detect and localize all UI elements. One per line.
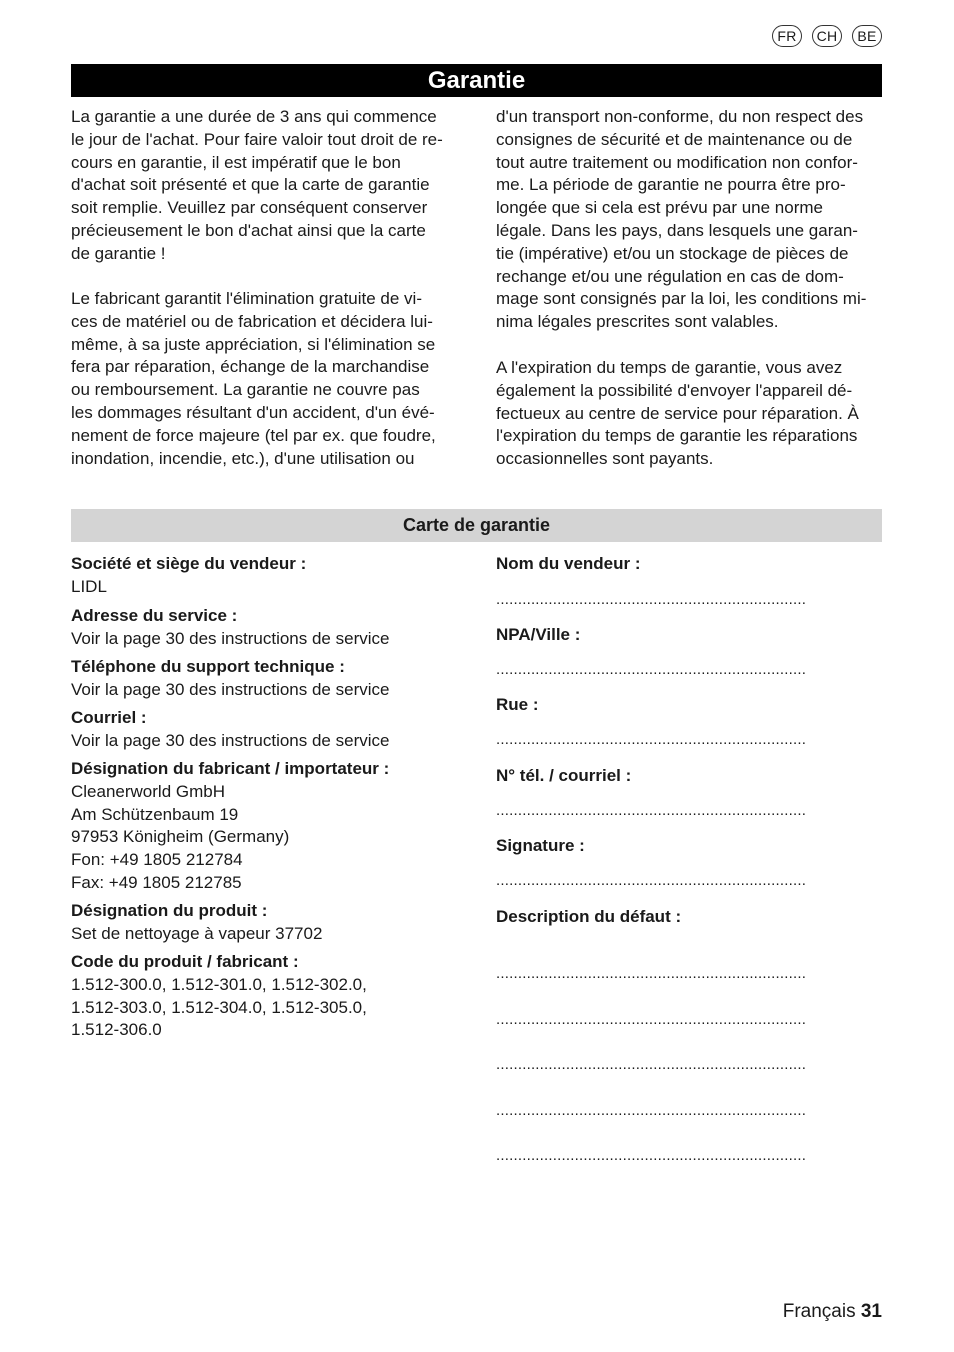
- defect-line-2[interactable]: .......................................................................: [496, 1011, 807, 1028]
- street-line[interactable]: .......................................................................: [496, 731, 807, 748]
- defect-line-4[interactable]: .......................................................................: [496, 1102, 807, 1119]
- defect-description-label: Description du défaut :: [496, 907, 682, 926]
- product-name-field: [71, 900, 471, 946]
- city-line[interactable]: .......................................................................: [496, 661, 807, 678]
- field-value: Voir la page 30 des instructions de service: [71, 628, 390, 648]
- badge-ch: CH: [812, 25, 842, 47]
- field-value: Set de nettoyage à vapeur 37702: [71, 923, 323, 943]
- page-footer: [783, 1301, 882, 1323]
- warranty-paragraph-2: Le fabricant garantit l'élimination gratuite de vi- ces de matériel ou de fabrication et décidera lui- même, à sa juste appréciation, si l'élimination se fera par réparation, échange de la marchandise ou remboursement. La garantie ne couvre pas les dommages résultant d'un accident, d'un évé- nement de force majeure (tel par ex. que foudre, inondation, incendie, etc.), d'une utilisation ou: [71, 289, 436, 468]
- city-label: NPA/Ville :: [496, 625, 581, 644]
- phone-email-line[interactable]: .......................................................................: [496, 802, 807, 819]
- field-label: Adresse du service :: [71, 606, 238, 625]
- defect-line-1[interactable]: .......................................................................: [496, 965, 807, 982]
- badge-fr: FR: [772, 25, 802, 47]
- page-number: 31: [860, 1301, 882, 1322]
- manufacturer-field: [71, 758, 471, 895]
- support-phone-field: [71, 656, 471, 702]
- warranty-paragraph-1: La garantie a une durée de 3 ans qui commence le jour de l'achat. Pour faire valoir tout droit de re- cours en garantie, il est impératif que le bon d'achat soit présenté et que la carte de garantie soit remplie. Veuillez par conséquent conserver précieusement le bon d'achat ainsi que la carte de garantie !: [71, 107, 443, 263]
- seller-company-field: [71, 553, 471, 599]
- field-value: Voir la page 30 des instructions de service: [71, 730, 390, 750]
- product-code-field: [71, 951, 471, 1042]
- field-label: Désignation du fabricant / importateur :: [71, 759, 390, 778]
- defect-line-3[interactable]: .......................................................................: [496, 1056, 807, 1073]
- field-value: Cleanerworld GmbH Am Schützenbaum 19 97953 Königheim (Germany) Fon: +49 1805 212784 Fax: +49 1805 212785: [71, 781, 290, 892]
- field-label: Société et siège du vendeur :: [71, 554, 307, 573]
- service-address-field: [71, 605, 471, 651]
- warranty-paragraph-3: d'un transport non-conforme, du non respect des consignes de sécurité et de maintenance ou de tout autre traitement ou modification non confor- me. La période de garantie ne pourra être pro- longée que si cela est prévu par une norme légale. Dans les pays, dans lesquels une garan- tie (impérative) et/ou un stockage de pièces de rechange et/ou une régulation en cas de dom- mage sont consignés par la loi, les conditions mi- nima légales prescrites sont valables.: [496, 107, 867, 332]
- signature-line[interactable]: .......................................................................: [496, 872, 807, 889]
- footer-language: Français: [782, 1301, 856, 1322]
- seller-name-line[interactable]: .......................................................................: [496, 591, 807, 608]
- seller-name-label: Nom du vendeur :: [496, 554, 641, 573]
- warranty-card-title: Carte de garantie: [71, 509, 882, 542]
- badge-be: BE: [852, 25, 882, 47]
- page-title: Garantie: [71, 64, 882, 97]
- email-field: [71, 707, 471, 753]
- field-label: Téléphone du support technique :: [71, 657, 345, 676]
- field-value: LIDL: [71, 576, 107, 596]
- defect-line-5[interactable]: .......................................................................: [496, 1147, 807, 1164]
- signature-label: Signature :: [496, 836, 585, 855]
- field-label: Courriel :: [71, 708, 147, 727]
- warranty-paragraph-4: A l'expiration du temps de garantie, vous avez également la possibilité d'envoyer l'appareil dé- fectueux au centre de service pour réparation. À l'expiration du temps de garantie les réparations occasionnelles sont payants.: [496, 358, 859, 469]
- field-value: Voir la page 30 des instructions de service: [71, 679, 390, 699]
- field-label: Code du produit / fabricant :: [71, 952, 299, 971]
- field-value: 1.512-300.0, 1.512-301.0, 1.512-302.0, 1.512-303.0, 1.512-304.0, 1.512-305.0, 1.512-306.0: [71, 974, 367, 1040]
- street-label: Rue :: [496, 695, 539, 714]
- language-badges: [772, 25, 882, 47]
- field-label: Désignation du produit :: [71, 901, 268, 920]
- phone-email-label: N° tél. / courriel :: [496, 766, 632, 785]
